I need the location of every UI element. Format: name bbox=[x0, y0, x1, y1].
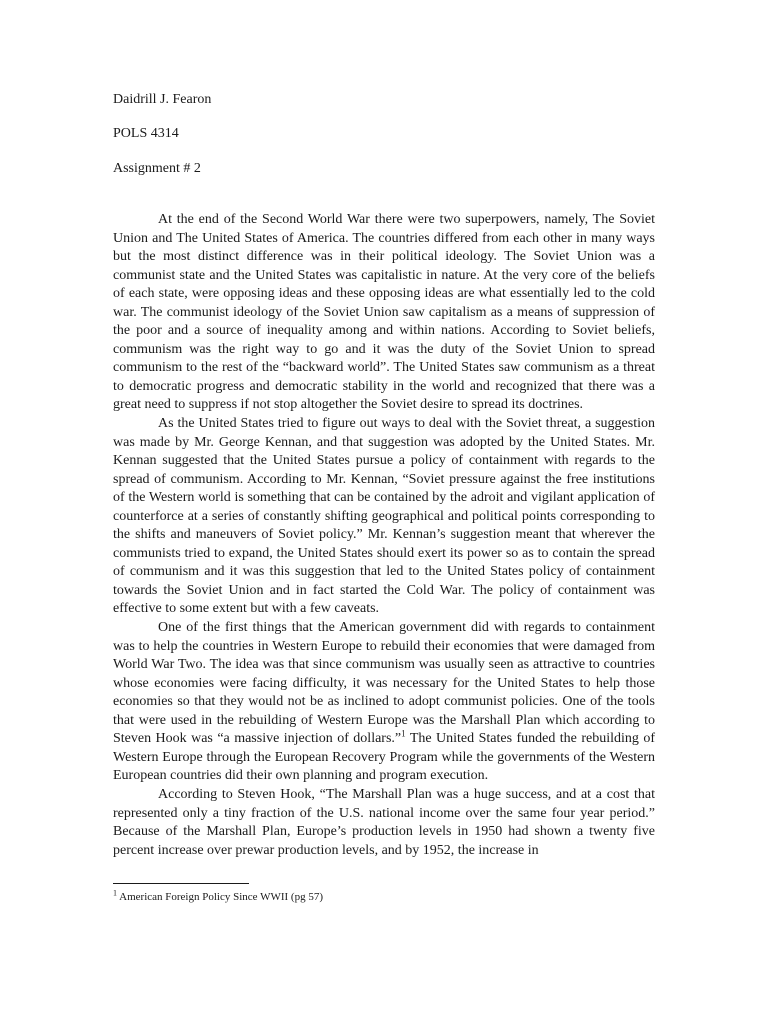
footnote-divider bbox=[113, 883, 249, 884]
footnote-number: 1 bbox=[113, 888, 117, 898]
paragraph-3-text-a: One of the first things that the American government did with regards to containment was to help the countries in Western Europe to rebuild their economies that were damaged from World War Two. The idea was that since communism was usually seen as attractive to countries whose economies were facing difficulty, it was necessary for the United States to help those economies so that they would not be as inclined to adopt communist policies. One of the tools that were used in the rebuilding of Western Europe was the Marshall Plan which according to Steven Hook was “a massive injection of dollars.” bbox=[113, 620, 655, 747]
course-code: POLS 4314 bbox=[113, 126, 179, 141]
paragraph-3 bbox=[113, 619, 655, 786]
author-name: Daidrill J. Fearon bbox=[113, 92, 212, 107]
essay-body bbox=[113, 211, 655, 860]
footnote-text: American Foreign Policy Since WWII (pg 57) bbox=[117, 891, 323, 903]
paragraph-1: At the end of the Second World War there were two superpowers, namely, The Soviet Union and The United States of America. The countries differed from each other in many ways but the most distinct difference was in their political ideology. The Soviet Union was a communist state and the United States was capitalistic in nature. At the very core of the beliefs of each state, were opposing ideas and these opposing ideas are what essentially led to the cold war. The communist ideology of the Soviet Union saw capitalism as a means of suppression of the poor and a source of inequality among and within nations. According to Soviet beliefs, communism was the right way to go and it was the duty of the Soviet Union to spread communism to the rest of the “backward world”. The United States saw communism as a threat to democratic progress and democratic stability in the world and recognized that there was a great need to suppress if not stop altogether the Soviet desire to spread its doctrines. bbox=[113, 212, 655, 413]
paragraph-2: As the United States tried to figure out ways to deal with the Soviet threat, a suggestion was made by Mr. George Kennan, and that suggestion was adopted by the United States. Mr. Kennan suggested that the United States pursue a policy of containment with regards to the spread of communism. According to Mr. Kennan, “Soviet pressure against the free institutions of the Western world is something that can be contained by the adroit and vigilant application of counterforce at a series of constantly shifting geographical and political points corresponding to the shifts and maneuvers of Soviet policy.” Mr. Kennan’s suggestion meant that wherever the communists tried to expand, the United States should exert its power so as to contain the spread of communism and it was this suggestion that led to the United States policy of containment towards the Soviet Union and in fact started the Cold War. The policy of containment was effective to some extent but with a few caveats. bbox=[113, 416, 655, 617]
footnote-reference: 1 bbox=[401, 728, 406, 739]
assignment-title: Assignment # 2 bbox=[113, 161, 201, 176]
paragraph-4: According to Steven Hook, “The Marshall Plan was a huge success, and at a cost that represented only a tiny fraction of the U.S. national income over the same four year period.” Because of the Marshall Plan, Europe’s production levels in 1950 had shown a twenty five percent increase over prewar production levels, and by 1952, the increase in bbox=[113, 786, 655, 858]
footnote bbox=[113, 888, 323, 904]
paragraph-3-text-b: The United States funded the rebuilding of Western Europe through the European Recovery Program while the governments of the Western European countries did their own planning and program execution. bbox=[113, 731, 656, 784]
